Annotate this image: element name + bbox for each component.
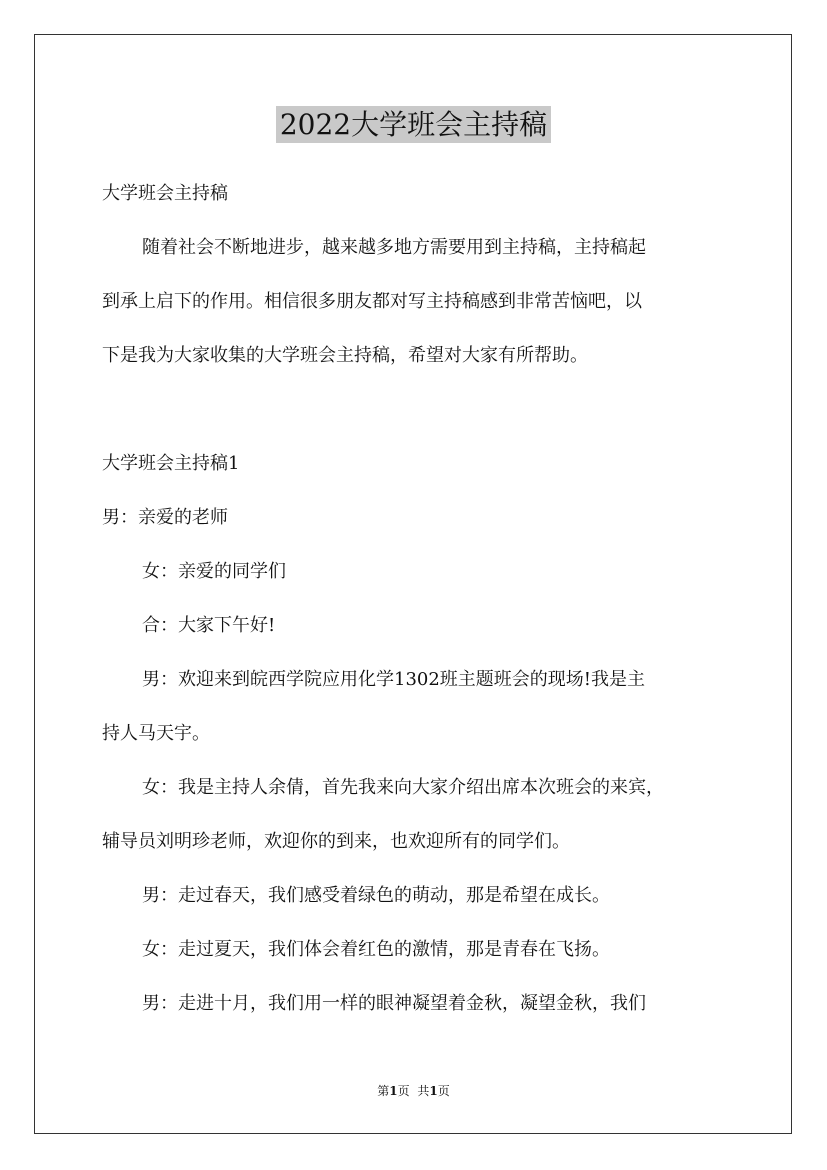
script-line: 辅导员刘明珍老师，欢迎你的到来，也欢迎所有的同学们。 <box>102 831 570 852</box>
script-line: 男：欢迎来到皖西学院应用化学1302班主题班会的现场!我是主 <box>142 669 646 690</box>
script-line: 女：亲爱的同学们 <box>142 561 286 582</box>
intro-heading: 大学班会主持稿 <box>102 183 228 204</box>
footer-page-number: 1 <box>389 1084 398 1098</box>
script-line: 合：大家下午好! <box>142 615 276 636</box>
footer-total-number: 1 <box>429 1084 438 1098</box>
page-footer <box>0 1083 827 1099</box>
script-line: 持人马天宇。 <box>102 723 210 744</box>
intro-paragraph-line: 随着社会不断地进步，越来越多地方需要用到主持稿，主持稿起 <box>142 237 646 258</box>
footer-total-prefix: 共 <box>417 1084 430 1098</box>
intro-paragraph-line: 下是我为大家收集的大学班会主持稿，希望对大家有所帮助。 <box>102 345 588 366</box>
script-line: 男：走过春天，我们感受着绿色的萌动，那是希望在成长。 <box>142 885 610 906</box>
document-title <box>0 104 827 143</box>
footer-page-prefix: 第 <box>377 1084 390 1098</box>
script-line: 女：走过夏天，我们体会着红色的激情，那是青春在飞扬。 <box>142 939 610 960</box>
intro-paragraph-line: 到承上启下的作用。相信很多朋友都对写主持稿感到非常苦恼吧，以 <box>102 291 642 312</box>
footer-page-suffix: 页 <box>397 1084 410 1098</box>
document-title-text: 2022大学班会主持稿 <box>276 106 551 143</box>
script-line: 男：走进十月，我们用一样的眼神凝望着金秋，凝望金秋，我们 <box>142 993 646 1014</box>
script-line: 女：我是主持人余倩，首先我来向大家介绍出席本次班会的来宾， <box>142 777 664 798</box>
section-heading: 大学班会主持稿1 <box>102 453 240 474</box>
script-line: 男：亲爱的老师 <box>102 507 228 528</box>
footer-total-suffix: 页 <box>437 1084 450 1098</box>
